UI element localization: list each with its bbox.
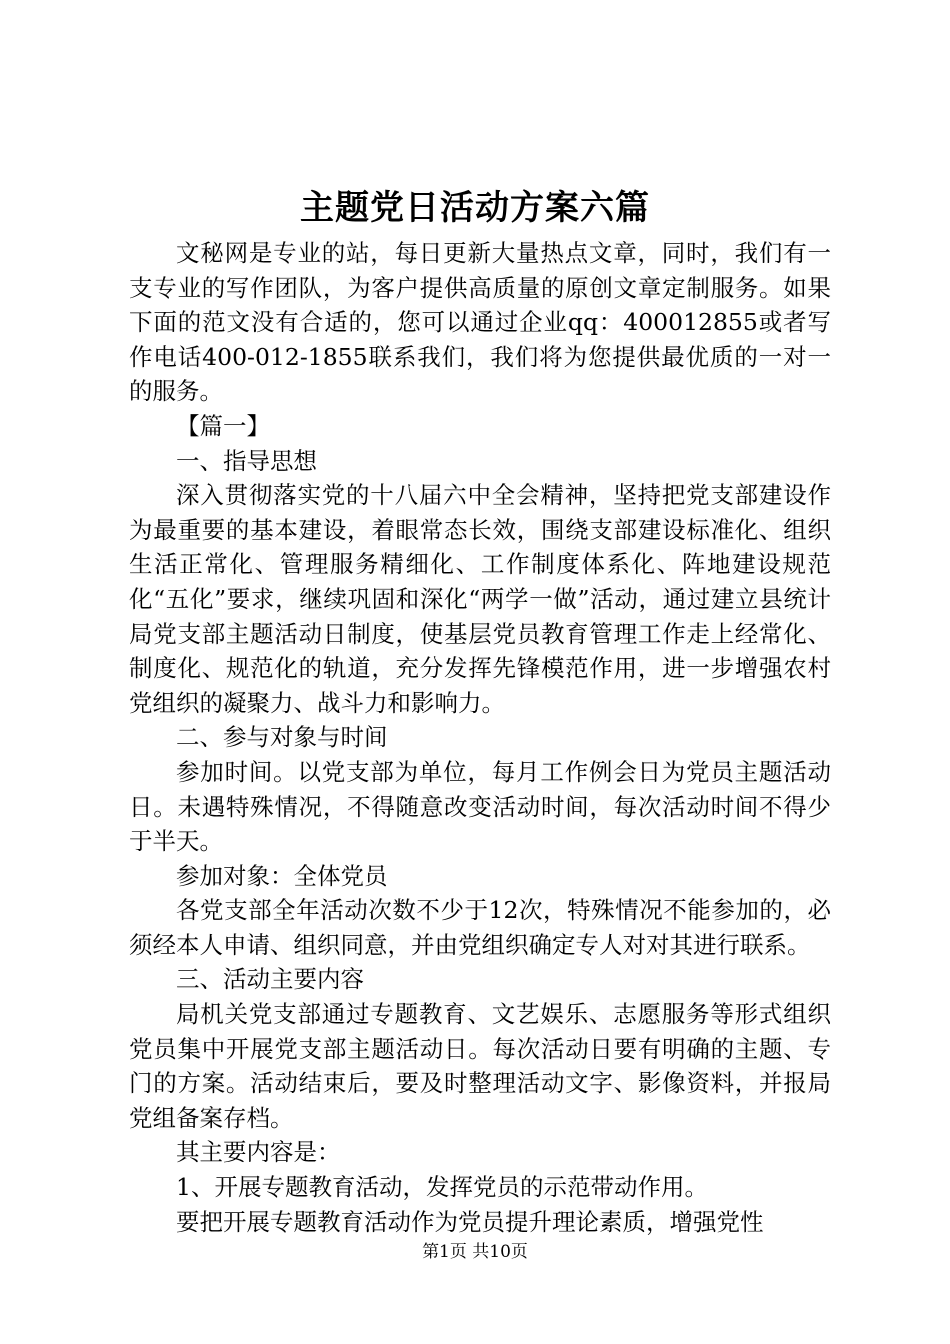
page-number-footer: 第1页 共10页 (422, 1242, 528, 1262)
paragraph-participation-time: 参加时间。以党支部为单位，每月工作例会日为党员主题活动日。未遇特殊情况，不得随意改变活动时间，每次活动时间不得少于半天。 (129, 757, 831, 856)
heading-participants-time: 二、参与对象与时间 (176, 723, 388, 752)
paragraph-participants: 参加对象：全体党员 (176, 861, 388, 890)
document-body (129, 236, 831, 1239)
paragraph-item-one-detail: 要把开展专题教育活动作为党员提升理论素质，增强党性 (176, 1207, 764, 1236)
document-title: 主题党日活动方案六篇 (300, 188, 650, 228)
paragraph-main-content: 局机关党支部通过专题教育、文艺娱乐、志愿服务等形式组织党员集中开展党支部主题活动日。每次活动日要有明确的主题、专门的方案。活动结束后，要及时整理活动文字、影像资料，并报局党组备案存档。 (129, 1000, 831, 1132)
heading-main-content: 三、活动主要内容 (176, 965, 364, 994)
paragraph-guiding-ideology: 深入贯彻落实党的十八届六中全会精神，坚持把党支部建设作为最重要的基本建设，着眼常态长效，围绕支部建设标准化、组织生活正常化、管理服务精细化、工作制度体系化、阵地建设规范化“五化”要求，继续巩固和深化“两学一做”活动，通过建立县统计局党支部主题活动日制度，使基层党员教育管理工作走上经常化、制度化、规范化的轨道，充分发挥先锋模范作用，进一步增强农村党组织的凝聚力、战斗力和影响力。 (129, 481, 831, 717)
section-label-part-one: 【篇一】 (176, 411, 270, 440)
paragraph-item-one: 1、开展专题教育活动，发挥党员的示范带动作用。 (176, 1173, 708, 1202)
paragraph-intro: 文秘网是专业的站，每日更新大量热点文章，同时，我们有一支专业的写作团队，为客户提供高质量的原创文章定制服务。如果下面的范文没有合适的，您可以通过企业qq：400012855或者写作电话400-012-1855联系我们，我们将为您提供最优质的一对一的服务。 (129, 239, 831, 406)
paragraph-activity-frequency: 各党支部全年活动次数不少于12次，特殊情况不能参加的，必须经本人申请、组织同意，并由党组织确定专人对对其进行联系。 (129, 896, 831, 959)
heading-guiding-ideology: 一、指导思想 (176, 446, 317, 475)
paragraph-content-intro: 其主要内容是： (176, 1138, 341, 1167)
